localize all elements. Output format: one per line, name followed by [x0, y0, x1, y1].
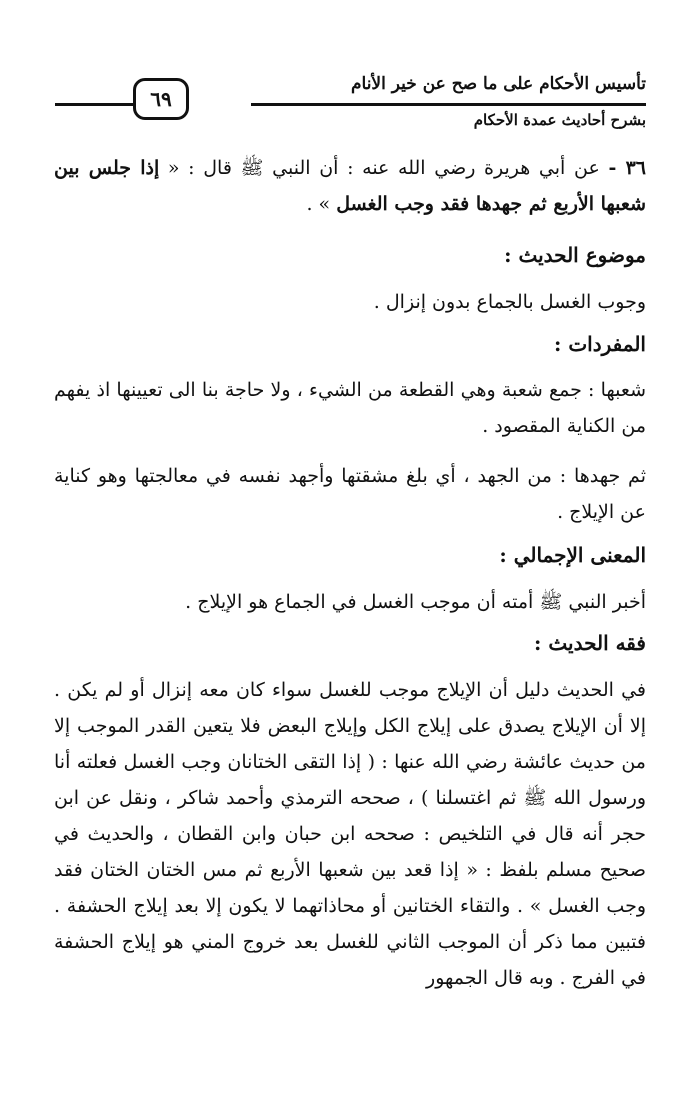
book-title: تأسيس الأحكام على ما صح عن خير الأنام — [350, 74, 646, 94]
vocab-item-2: ثم جهدها : من الجهد ، أي بلغ مشقتها وأجهد نفسه في معالجتها وهو كناية عن الإيلاج . — [54, 465, 646, 523]
vocab-item-1: شعبها : جمع شعبة وهي القطعة من الشيء ، ولا حاجة بنا الى تعيينها اذ يفهم من الكناية المقصود . — [54, 379, 646, 437]
book-subtitle: بشرح أحاديث عمدة الأحكام — [473, 111, 646, 129]
hadith-closing: » . — [306, 193, 331, 215]
header-rule — [251, 103, 646, 106]
hadith-paragraph — [54, 150, 646, 222]
header-rule-left — [55, 103, 133, 106]
fiqh-heading: فقه الحديث : — [534, 631, 646, 655]
general-meaning-text: أخبر النبي ﷺ أمته أن موجب الغسل في الجماع هو الإيلاج . — [185, 591, 646, 613]
hadith-intro: عن أبي هريرة رضي الله عنه : أن النبي ﷺ قال : « — [167, 157, 600, 179]
vocab-heading: المفردات : — [553, 332, 646, 356]
fiqh-text: في الحديث دليل أن الإيلاج موجب للغسل سواء كان معه إنزال أو لم يكن . إلا أن الإيلاج يصدق على إيلاج الكل وإيلاج البعض فلا يتعين القدر الموجب إلا من حديث عائشة رضي الله عنها : ( إذا التقى الختانان وجب الغسل فعلته أنا ورسول الله ﷺ ثم اغتسلنا ) ، صححه الترمذي وأحمد شاكر ، ونقل عن ابن حجر أنه قال في التلخيص : صححه ابن حبان وابن القطان ، والحديث في صحيح مسلم بلفظ : « إذا قعد بين شعبها الأربع ثم مس الختان الختان فقد وجب الغسل » . والتقاء الختانين أو محاذاتهما لا يكون إلا بعد إيلاج الحشفة . فتبين مما ذكر أن الموجب الثاني للغسل بعد خروج المني هو إيلاج الحشفة في الفرج . وبه قال الجمهور — [54, 679, 646, 989]
general-meaning-heading: المعنى الإجمالي : — [499, 543, 646, 567]
hadith-number: ٣٦ - — [608, 157, 646, 179]
hadith-text: إذا جلس بين شعبها الأربع ثم جهدها فقد وجب الغسل — [54, 157, 646, 215]
page-number: ٦٩ — [133, 78, 189, 120]
topic-heading: موضوع الحديث : — [504, 243, 646, 267]
topic-text: وجوب الغسل بالجماع بدون إنزال . — [373, 291, 646, 313]
